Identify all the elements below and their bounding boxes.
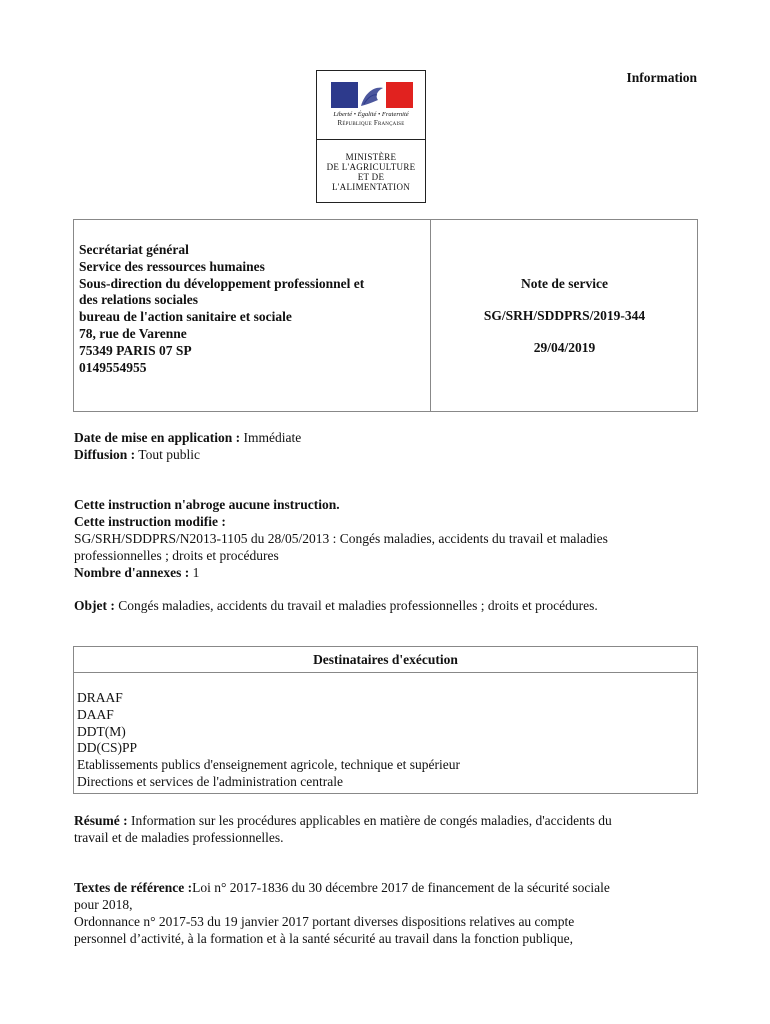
republic-name: République Française [337, 119, 405, 127]
note-date: 29/04/2019 [533, 340, 596, 355]
ministry-logo [316, 70, 426, 203]
textes-reference: Textes de référence :Loi n° 2017-1836 du 30 décembre 2017 de financement de la sécurité sociale [74, 880, 610, 895]
application-date: Date de mise en application : Immédiate [74, 430, 302, 445]
note-reference: SG/SRH/SDDPRS/2019-344 [483, 308, 646, 323]
marianne-flag-icon [331, 82, 413, 108]
republic-motto: Liberté • Égalité • Fraternité [333, 111, 409, 118]
modifie-line: professionnelles ; droits et procédures [74, 548, 279, 563]
textes-reference-line: personnel d’activité, à la formation et à la santé sécurité au travail dans la fonction publique, [74, 931, 573, 946]
modifie-label: Cette instruction modifie : [74, 514, 226, 529]
header-table [73, 219, 698, 412]
list-item: Directions et services de l'administration centrale [77, 773, 343, 789]
list-item: DD(CS)PP [77, 740, 138, 756]
diffusion: Diffusion : Tout public [74, 447, 200, 462]
list-item: Etablissements publics d'enseignement agricole, technique et supérieur [77, 757, 460, 773]
modifie-line: SG/SRH/SDDPRS/N2013-1105 du 28/05/2013 : Congés maladies, accidents du travail et maladies [74, 531, 608, 546]
sender-address: Secrétariat général Service des ressources humaines Sous-direction du développement professionnel et des relations sociales bureau de l'action sanitaire et sociale 78, rue de Varenne 75349 PARIS 07 SP 0149554955 [79, 242, 365, 375]
destinataires-list [77, 690, 677, 791]
textes-reference-line: Ordonnance n° 2017-53 du 19 janvier 2017 portant diverses dispositions relatives au compte [74, 914, 575, 929]
objet: Objet : Congés maladies, accidents du travail et maladies professionnelles ; droits et procédures. [74, 598, 598, 613]
ministry-name: MINISTÈRE DE L'AGRICULTURE ET DE L'ALIMENTATION [326, 152, 416, 192]
list-item: DDT(M) [77, 723, 126, 739]
note-info [431, 276, 698, 372]
list-item: DAAF [77, 706, 114, 722]
resume-continuation: travail et de maladies professionnelles. [74, 830, 284, 845]
textes-reference-line: pour 2018, [74, 897, 133, 912]
destinataires-table [73, 646, 698, 794]
note-title: Note de service [521, 276, 608, 291]
destinataires-title: Destinataires d'exécution [74, 647, 697, 673]
abrogation-statement: Cette instruction n'abroge aucune instruction. [74, 497, 340, 512]
list-item: DRAAF [77, 690, 123, 705]
resume: Résumé : Information sur les procédures applicables en matière de congés maladies, d'accidents du [74, 813, 612, 828]
annexes-count: Nombre d'annexes : 1 [74, 565, 200, 580]
document-type-label: Information [626, 70, 697, 85]
